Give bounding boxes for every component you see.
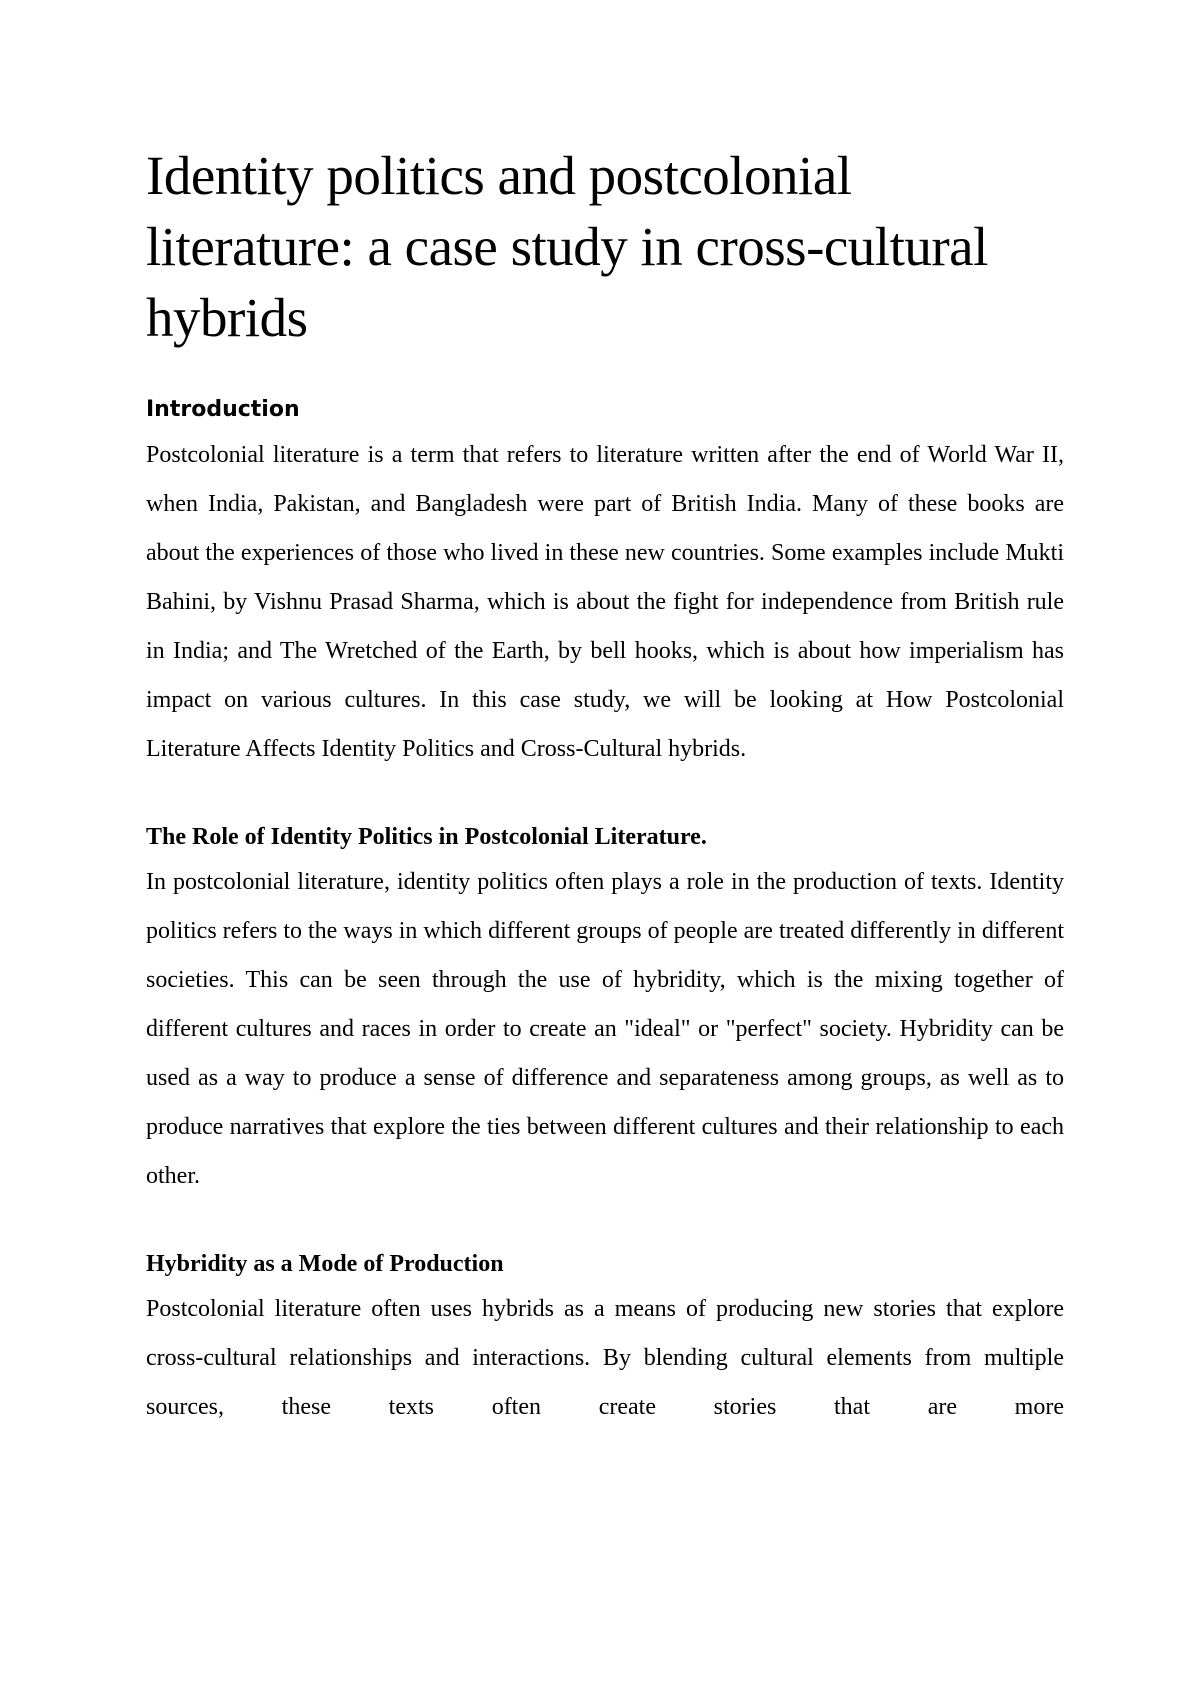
document-title: Identity politics and postcolonial literature: a case study in cross-cultural hybrids	[146, 145, 988, 348]
document-content	[146, 140, 1064, 1432]
section-body-identity-politics: In postcolonial literature, identity politics often plays a role in the production of texts. Identity politics refers to the ways in which different groups of people are treated differently in different societies. This can be seen through the use of hybridity, which is the mixing together of different cultures and races in order to create an "ideal" or "perfect" society. Hybridity can be used as a way to produce a sense of difference and separateness among groups, as well as to produce narratives that explore the ties between different cultures and their relationship to each other.	[146, 869, 1064, 1189]
section-heading-introduction: Introduction	[146, 397, 300, 422]
section-heading-hybridity: Hybridity as a Mode of Production	[146, 1251, 504, 1277]
section-heading-identity-politics: The Role of Identity Politics in Postcolonial Literature.	[146, 824, 707, 850]
section-body-hybridity: Postcolonial literature often uses hybrids as a means of producing new stories that explore cross-cultural relationships and interactions. By blending cultural elements from multiple sources, these texts often create stories that are more	[146, 1296, 1064, 1420]
section-body-introduction: Postcolonial literature is a term that refers to literature written after the end of World War II, when India, Pakistan, and Bangladesh were part of British India. Many of these books are about the experiences of those who lived in these new countries. Some examples include Mukti Bahini, by Vishnu Prasad Sharma, which is about the fight for independence from British rule in India; and The Wretched of the Earth, by bell hooks, which is about how imperialism has impact on various cultures. In this case study, we will be looking at How Postcolonial Literature Affects Identity Politics and Cross-Cultural hybrids.	[146, 442, 1064, 762]
